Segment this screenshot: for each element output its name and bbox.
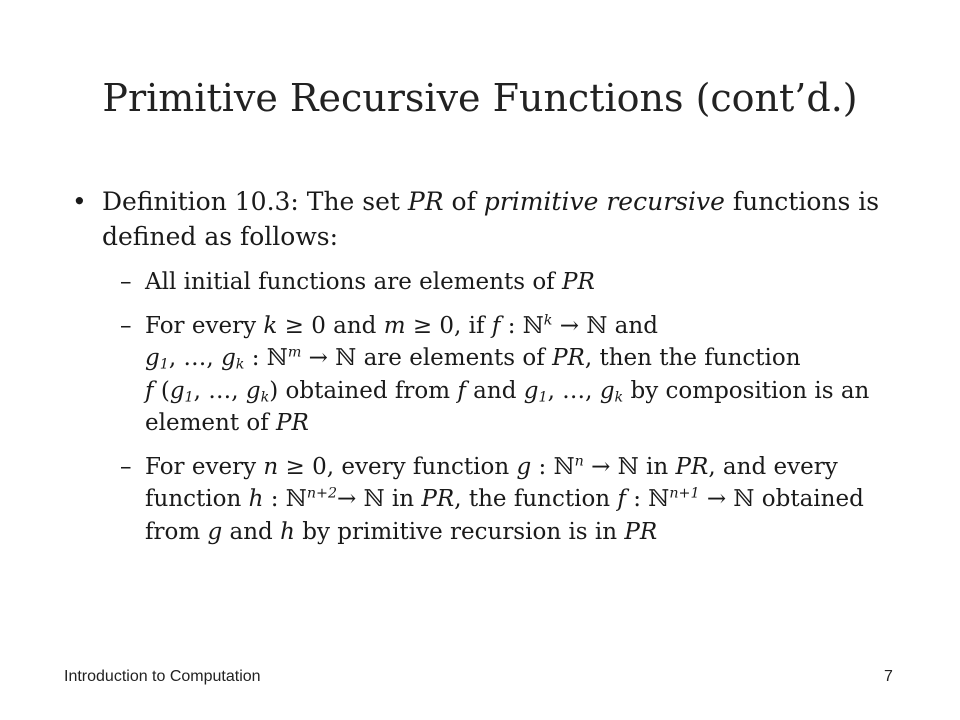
pr-term: PR: [407, 187, 444, 216]
superscript-n-plus-2: n+2: [306, 485, 338, 502]
variable-n: n: [263, 453, 279, 480]
variable-g: g: [599, 377, 615, 404]
variable-f: f: [145, 377, 154, 404]
sub-item-text: by primitive recursion is in: [294, 518, 625, 545]
variable-f: f: [491, 312, 501, 339]
sub-item-text: , the function: [454, 486, 618, 512]
superscript-k: k: [543, 311, 553, 328]
pr-term: PR: [624, 518, 658, 545]
sub-item-text: → ℕ in: [583, 453, 676, 480]
sub-item-text: : ℕ: [244, 345, 288, 371]
sub-item-text: by composition is an element of: [145, 377, 870, 436]
definition-text: functions is defined as follows:: [102, 187, 880, 251]
pr-term: PR: [675, 453, 709, 480]
superscript-n-plus-1: n+1: [669, 485, 700, 502]
dash-marker: –: [120, 453, 132, 480]
variable-g: g: [221, 345, 236, 371]
sub-item-primitive-recursion: [62, 451, 902, 549]
definition-text: of: [443, 187, 484, 216]
primitive-recursive-term: primitive recursive: [483, 187, 725, 216]
page-number: 7: [884, 668, 893, 685]
variable-h: h: [248, 486, 264, 512]
sub-item-text: ≥ 0 and: [277, 312, 384, 339]
pr-term: PR: [421, 486, 455, 512]
slide-title: Primitive Recursive Functions (cont’d.): [102, 76, 858, 120]
sub-item-text: → ℕ and: [552, 312, 658, 339]
sub-item-text: and: [465, 377, 524, 404]
sub-item-text: , …,: [547, 377, 600, 404]
variable-g: g: [245, 377, 261, 404]
bullet-marker: •: [72, 187, 87, 216]
sub-item-text: For every: [145, 453, 264, 480]
dash-marker: –: [120, 312, 132, 339]
subscript-k: k: [614, 389, 624, 406]
sub-item-text: → ℕ obtained from: [145, 486, 864, 545]
pr-term: PR: [276, 410, 309, 436]
subscript-k: k: [260, 389, 270, 406]
sub-item-text: , …,: [168, 345, 222, 371]
sub-item-text: ≥ 0, every function: [278, 453, 517, 480]
sub-item-text: , then the function: [584, 345, 801, 371]
variable-g: g: [207, 518, 223, 545]
superscript-m: m: [287, 344, 302, 361]
subscript-1: 1: [184, 389, 194, 406]
dash-marker: –: [120, 269, 132, 295]
pr-term: PR: [562, 269, 595, 295]
sub-item-text: : ℕ: [625, 486, 670, 512]
sub-item-text: : ℕ: [531, 453, 575, 480]
sub-item-text: : ℕ: [500, 312, 544, 339]
slide-body: [62, 184, 902, 548]
sub-item-text: → ℕ in: [337, 486, 422, 512]
variable-m: m: [383, 312, 406, 339]
variable-g: g: [169, 377, 185, 404]
sub-item-text: and: [222, 518, 281, 545]
pr-term: PR: [552, 345, 585, 371]
sub-item-text: ≥ 0, if: [405, 312, 492, 339]
sub-item-text: ) obtained from: [269, 377, 458, 404]
sub-item-composition: [62, 310, 902, 440]
sub-item-text: , and every function: [145, 453, 838, 512]
variable-f: f: [457, 377, 466, 404]
variable-k: k: [263, 312, 278, 339]
definition-text: Definition 10.3: The set: [102, 187, 408, 216]
superscript-n: n: [574, 452, 584, 469]
sub-item-text: → ℕ are elements of: [301, 345, 553, 371]
variable-g: g: [516, 453, 532, 480]
sub-item-initial-functions: [62, 266, 902, 299]
subscript-1: 1: [538, 389, 548, 406]
sub-item-text: All initial functions are elements of: [145, 269, 562, 295]
sub-item-text: , …,: [193, 377, 246, 404]
variable-g: g: [523, 377, 539, 404]
subscript-1: 1: [159, 356, 169, 373]
sub-item-text: : ℕ: [263, 486, 307, 512]
variable-f: f: [617, 486, 626, 512]
sub-item-text: For every: [145, 312, 264, 339]
variable-g: g: [145, 345, 160, 371]
subscript-k: k: [235, 356, 245, 373]
footer-course-title: Introduction to Computation: [64, 668, 261, 685]
definition-bullet: [62, 184, 902, 254]
sub-item-text: (: [153, 377, 170, 404]
variable-h: h: [280, 518, 295, 545]
